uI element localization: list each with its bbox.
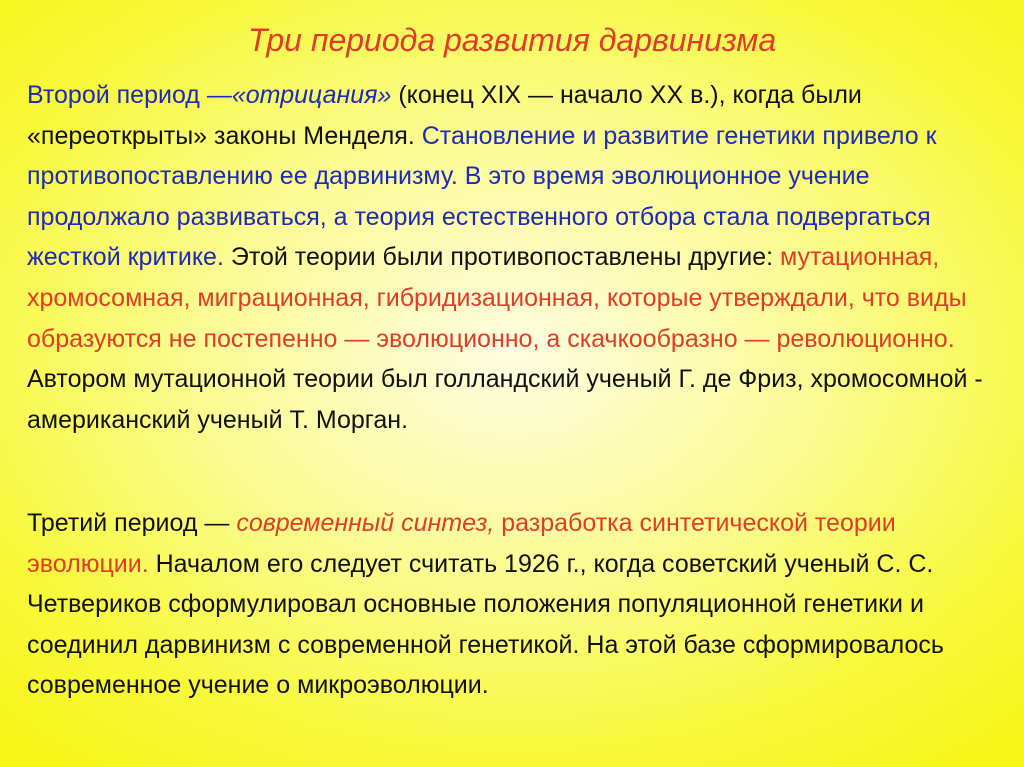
paragraph-second-period	[27, 75, 1002, 440]
p1-term-negation: «отрицания»	[231, 81, 392, 109]
slide-title: Три периода развития дарвинизма	[247, 22, 777, 58]
p1-authors: Автором мутационной теории был голландский ученый Г. де Фриз, хромосомной - американский ученый Т. Морган.	[27, 365, 983, 434]
p1-genetics: Становление и развитие генетики привело к противопоставлению ее дарвинизму. В это время эволюционное учение продолжало развиваться, а теория естественного отбора стала подвергаться жесткой критике.	[27, 121, 937, 272]
p2-term-synthesis: современный синтез,	[236, 509, 495, 537]
p2-synthetic-theory: разработка синтетической теории эволюции.	[27, 509, 896, 578]
p1-other-theories: Этой теории были противопоставлены другие:	[223, 243, 780, 272]
p1-theory-list: мутационная, хромосомная, миграционная, гибридизационная, которые утверждали, что виды образуются не постепенно — эволюционно, а скачкообразно — революционно.	[27, 243, 967, 353]
p1-mendel: (конец XIX — начало XX в.), когда были «переоткрыты» законы Менделя.	[27, 81, 862, 150]
p2-lead: Третий период —	[27, 509, 237, 537]
p2-body: Началом его следует считать 1926 г., когда советский ученый С. С. Четвериков сформулировал основные положения популяционной генетики и соединил дарвинизм с современной генетикой. На этой базе сформировалось современное учение о микроэволюции.	[27, 549, 944, 700]
paragraph-third-period	[27, 503, 1002, 706]
p1-lead: Второй период —	[27, 81, 232, 109]
